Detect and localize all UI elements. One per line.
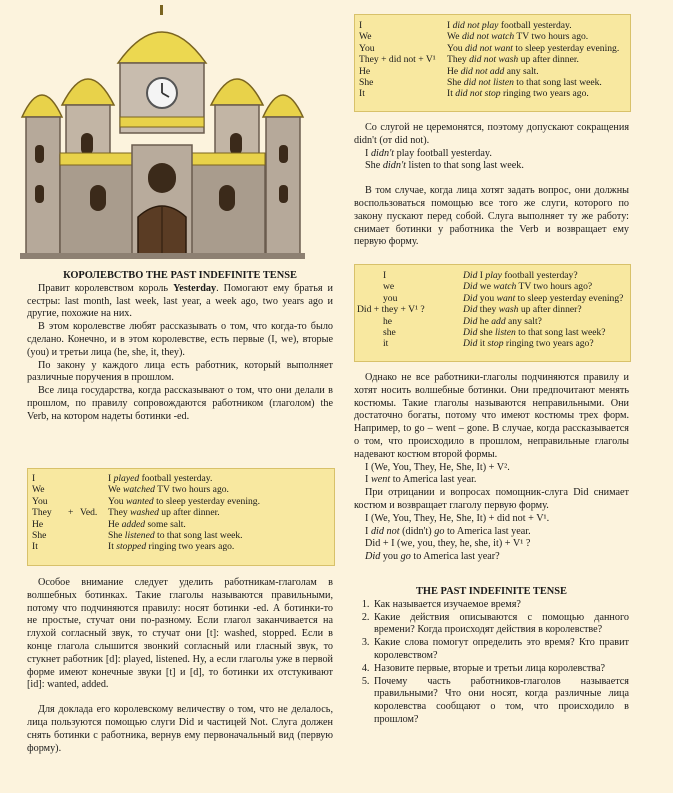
emphasis: Did [463, 292, 478, 304]
subject-cell: I [359, 20, 363, 31]
emphasis: go [434, 525, 445, 537]
negative-table [359, 20, 619, 100]
table-row [357, 327, 623, 338]
sentence-cell: You did not want to sleep yesterday evening. [447, 42, 620, 54]
section-heading: КОРОЛЕВСТВО THE PAST INDEFINITE TENSE [63, 270, 297, 281]
emphasis: want [496, 292, 516, 304]
subject-cell: She [359, 77, 374, 89]
emphasis: wash [498, 304, 519, 316]
sentence-cell: Did I play football yesterday? [463, 270, 578, 281]
quiz-title: THE PAST INDEFINITE TENSE [415, 585, 567, 597]
sentence-cell: It did not stop ringing two years ago. [447, 88, 589, 100]
subject-cell: I [383, 270, 387, 281]
subject-cell: Did + they + V¹ ? [357, 304, 425, 316]
plus-cell [68, 496, 80, 507]
subject-cell: He [32, 518, 44, 530]
subject-cell: She [32, 530, 47, 542]
emphasis: did not listen [463, 77, 514, 89]
main-wall [60, 145, 265, 255]
subject-cell: she [383, 327, 396, 339]
table-row [32, 541, 260, 552]
emphasis: Did [463, 338, 478, 350]
quiz-question: 4. Назовите первые, вторые и третьи лица королевства? [372, 663, 629, 676]
sentence-cell: Did she listen to that song last week? [463, 327, 606, 339]
verb-cell [80, 496, 106, 507]
emphasis: wanted [125, 495, 154, 507]
table-row [357, 338, 623, 349]
contraction-paragraph: Со слугой не церемонятся, поэтому допускают сокращения didn't (от did not). [354, 122, 629, 146]
table-row [32, 507, 260, 518]
quiz-question: 2. Какие действия описываются с помощью данного времени? Когда происходят действия в королевстве? [372, 612, 629, 638]
sentence-cell: Did it stop ringing two years ago? [463, 338, 594, 350]
formula-question: Did + I (we, you, they, he, she, it) + V¹ ? [365, 538, 531, 550]
intro-paragraph-2: В этом королевстве любят рассказывать о том, что когда-то было сделано. Конечно, и в этом королевстве, есть первые (I, we), вторые (you) и третьи лица (he, she, it, they). [27, 321, 333, 358]
sentence-cell: We watched TV two hours ago. [108, 484, 229, 496]
emphasis: did not [370, 525, 400, 537]
emphasis: washed [130, 507, 159, 519]
right-column-lower [354, 372, 629, 727]
table-row [32, 484, 260, 495]
emphasis: did not play [452, 20, 499, 31]
emphasis: Did [463, 327, 478, 339]
example-did-you-go: Did you go to America last year? [365, 551, 500, 563]
sentence-cell: We did not watch TV two hours ago. [447, 31, 589, 43]
formula-negative: I (We, You, They, He, She, It) + did not + V¹. [365, 512, 550, 524]
left-column [27, 270, 333, 424]
table-row [359, 54, 619, 65]
quiz-questions [354, 599, 629, 727]
emphasis: Did [365, 551, 381, 563]
table-row [32, 496, 260, 507]
king-name: Yesterday [173, 282, 217, 294]
emphasis: didn't [370, 147, 395, 159]
emphasis: did not stop [455, 88, 501, 100]
verb-cell [80, 541, 106, 552]
castle-illustration [20, 5, 305, 265]
question-paragraph: В том случае, когда лица хотят задать вопрос, они должны воспользоваться помощью все того же слуги, которого по закону пускают перед собой. Слуга выполняет ту же работу: снимает ботинки у работника the Verb и возвращает ему первую форму. [354, 185, 629, 248]
table-row [357, 270, 623, 281]
example-box-positive [27, 468, 335, 566]
quiz-question: 1. Как называется изучаемое время? [372, 599, 629, 612]
subject-cell: You [359, 42, 375, 54]
subject-cell: They + did not + V¹ [359, 54, 436, 66]
plus-cell [68, 484, 80, 495]
right-tower [263, 95, 303, 255]
emphasis: played [113, 473, 140, 484]
table-row [32, 530, 260, 541]
sentence-cell: You wanted to sleep yesterday evening. [108, 495, 260, 507]
plus-cell [68, 541, 80, 552]
emphasis: didn't [382, 160, 406, 172]
emphasis: stop [487, 338, 504, 350]
sentence-cell: She did not listen to that song last week. [447, 77, 602, 89]
emphasis: listen [494, 327, 516, 339]
example-did-not-go: I did not (didn't) go to America last year. [365, 525, 531, 537]
table-row [357, 293, 623, 304]
emphasis: Did [463, 270, 478, 281]
question-table [357, 270, 623, 350]
emphasis: did not wash [469, 54, 519, 66]
ground [20, 253, 305, 259]
emphasis: Did [463, 315, 478, 327]
sentence-cell: Did he add any salt? [463, 315, 542, 327]
table-row [357, 304, 623, 315]
sentence-cell: He did not add any salt. [447, 65, 539, 77]
central-keep [118, 5, 206, 133]
subject-cell: We [32, 484, 45, 496]
table-row [359, 77, 619, 88]
emphasis: watch [493, 281, 517, 293]
subject-cell: It [359, 88, 365, 100]
example-went: I went to America last year. [365, 474, 477, 486]
emphasis: did not want [464, 42, 513, 54]
emphasis: added [121, 518, 146, 530]
subject-cell: It [32, 541, 38, 553]
emphasis: add [491, 315, 506, 327]
plus-cell: + [68, 507, 74, 519]
example-box-question [354, 264, 631, 362]
emphasis: Did [463, 304, 478, 316]
verb-cell: Ved. [80, 507, 98, 519]
left-tower [22, 95, 62, 255]
emphasis: did not add [460, 65, 505, 77]
table-row [357, 281, 623, 292]
intro-paragraph-3: По закону у каждого лица есть работник, который выполняет различные поручения в прошлом. [27, 359, 333, 384]
subject-cell: We [359, 31, 372, 43]
did-not-paragraph: Для доклада его королевскому величеству о том, что не делалось, лица пользуются помощью слуги Did и частицей Not. Слуга должен снять ботинки с работника, вернув ему первоначальный вид (первую форму). [27, 704, 333, 754]
sentence-cell: I did not play football yesterday. [447, 20, 572, 31]
formula-v2: I (We, You, They, He, She, It) + V². [365, 461, 510, 473]
subject-cell: He [359, 65, 371, 77]
sentence-cell: She listened to that song last week. [108, 530, 243, 542]
sentence-cell: It stopped ringing two years ago. [108, 541, 235, 553]
table-row [357, 316, 623, 327]
emphasis: watched [122, 484, 155, 496]
table-row [32, 519, 260, 530]
sentence-cell: He added some salt. [108, 518, 186, 530]
subject-cell: I [32, 473, 36, 484]
intro-paragraph-4: Все лица государства, когда рассказывают о том, что они делали в прошлом, по правилу сопровождаются работником (глаголом) the Verb, на котором надеты ботинки -ed. [27, 385, 333, 422]
subject-cell: it [383, 338, 389, 350]
right-column-upper [354, 122, 629, 249]
verb-cell [80, 473, 106, 484]
intro-paragraph-1: Правит королевством король Yesterday. Помогают ему братья и сестры: last month, last week, last year, a week ago, two years ago и другие, похожие на них. [27, 282, 333, 320]
emphasis: go [400, 551, 411, 563]
subject-cell: you [383, 292, 398, 304]
example-box-negative [354, 14, 631, 112]
left-column-lower [27, 577, 333, 755]
table-row [32, 473, 260, 484]
verb-cell [80, 519, 106, 530]
sentence-cell: They did not wash up after dinner. [447, 54, 579, 66]
verb-cell [80, 530, 106, 541]
subject-cell: he [383, 315, 393, 327]
emphasis: Did [463, 281, 478, 293]
sentence-cell: Did they wash up after dinner? [463, 304, 582, 316]
subject-cell: They [32, 507, 52, 519]
sentence-cell: They washed up after dinner. [108, 507, 220, 519]
irregular-verbs-paragraph: Однако не все работники-глаголы подчиняются правилу и хотят носить волшебные ботинки. Они предпочитают менять костюмы. Такие глаголы называются неправильными. Они достаточно богаты, потому что имеют костюмы трех форм. Например, to go – went – gone. В случае, когда рассказывается о том, что происходило в прошлом, неправильные глаголы надевают костюм второй формы. [354, 372, 629, 460]
table-row [359, 43, 619, 54]
subject-cell: we [383, 281, 395, 293]
emphasis: listened [124, 530, 155, 542]
did-helper-paragraph: При отрицании и вопросах помощник-слуга Did снимает костюм и возвращает глаголу первую форму. [354, 487, 629, 511]
table-row [359, 66, 619, 77]
table-row [359, 88, 619, 99]
emphasis: play [485, 270, 502, 281]
verb-cell [80, 484, 106, 495]
subject-cell: You [32, 495, 48, 507]
plus-cell [68, 530, 80, 541]
positive-table [32, 473, 260, 553]
contraction-example-2: She didn't listen to that song last week. [365, 160, 524, 172]
emphasis: stopped [116, 541, 147, 553]
plus-cell [68, 519, 80, 530]
sentence-cell: Did we watch TV two hours ago? [463, 281, 593, 293]
plus-cell [68, 473, 80, 484]
contraction-example-1: I didn't play football yesterday. [365, 147, 492, 159]
quiz-question: 5. Почему часть работников-глаголов называется правильными? Что они носят, когда различные лица королевства сообщают о том, что происходило в прошлом? [372, 676, 629, 727]
sentence-cell: Did you want to sleep yesterday evening? [463, 292, 624, 304]
table-row [359, 31, 619, 42]
regular-verbs-paragraph: Особое внимание следует уделить работникам-глаголам в волшебных ботинках. Такие глаголы называются правильными, потому что подчиняются правилу: носят ботинки -ed. А ботинки-то не простые, стучат они по-разному. Если глагол заканчивается на глухой согласный звук, то стучат они [t]: washed, stopped. Если в конце глагола слышится звонкий согласный или гласный звук, то стукнет работник [d]: played, listened. Ну, а если глаголы уже в первой форме имеют конечные звуки [t] и [d], то ботинки их отстукивают [id]: wanted, added. [27, 577, 333, 691]
quiz-question: 3. Какие слова помогут определить это время? Кто правит королевством? [372, 637, 629, 663]
table-row [359, 20, 619, 31]
emphasis: did not watch [461, 31, 515, 43]
sentence-cell: I played football yesterday. [108, 473, 213, 484]
emphasis: went [370, 474, 391, 486]
